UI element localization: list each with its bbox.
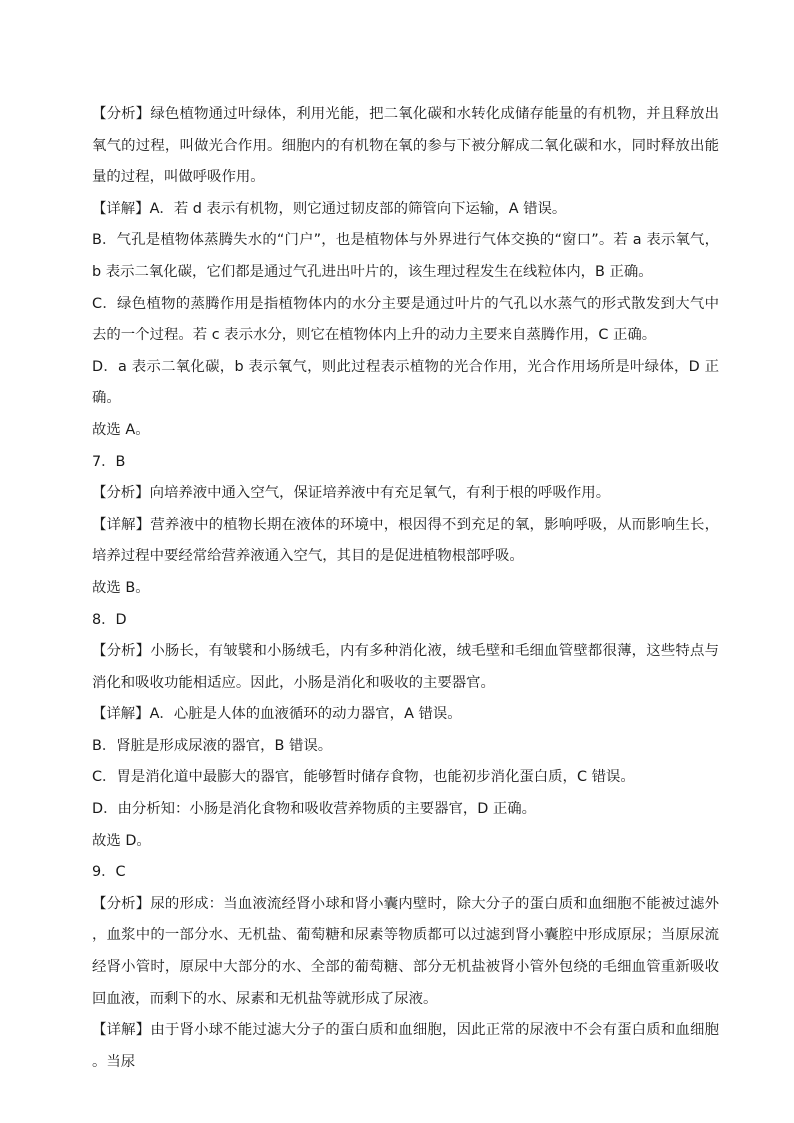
- paragraph-option-c: [92, 289, 719, 352]
- analysis-tag: 【分析】: [92, 106, 151, 122]
- paragraph-text: 绿色植物通过叶绿体，利用光能，把二氧化碳和水转化成储存能量的有机物，并且释放出氧气的过程，叫做光合作用。细胞内的有机物在氧的参与下被分解成二氧化碳和水，同时释放出能量的过程，叫做呼吸作用。: [92, 106, 719, 186]
- analysis-tag: 【分析】: [92, 485, 150, 502]
- paragraph-text: C．绿色植物的蒸腾作用是指植物体内的水分主要是通过叶片的气孔以水蒸气的形式散发到大气中去的一个过程。若 c 表示水分，则它在植物体内上升的动力主要来自蒸腾作用，C 正确。: [92, 295, 719, 344]
- analysis-tag: 【分析】: [92, 895, 151, 912]
- paragraph-text: A．若 d 表示有机物，则它通过韧皮部的筛管向下运输，A 错误。: [149, 200, 567, 217]
- detail-tag: 【详解】: [92, 516, 151, 533]
- paragraph-detail: [92, 699, 719, 731]
- paragraph-text: C．胃是消化道中最膨大的器官，能够暂时储存食物，也能初步消化蛋白质，C 错误。: [92, 769, 635, 786]
- paragraph-option-c: [92, 762, 719, 794]
- paragraph-text: D．a 表示二氧化碳，b 表示氧气，则此过程表示植物的光合作用，光合作用场所是叶绿体，D 正确。: [92, 358, 719, 407]
- paragraph-text: 向培养液中通入空气，保证培养液中有充足氧气，有利于根的呼吸作用。: [149, 485, 611, 502]
- paragraph-text: 尿的形成：当血液流经肾小球和肾小囊内壁时，除大分子的蛋白质和血细胞不能被过滤外，血浆中的一部分水、无机盐、葡萄糖和尿素等物质都可以过滤到肾小囊腔中形成原尿；当原尿流经肾小管时，原尿中大部分的水、全部的葡萄糖、部分无机盐被肾小管外包绕的毛细血管重新吸收回血液，而剩下的水、尿素和无机盐等就形成了尿液。: [92, 895, 719, 1007]
- paragraph-conclusion: [92, 826, 719, 858]
- detail-tag: 【详解】: [92, 706, 150, 723]
- answer-text: 8．D: [92, 611, 127, 628]
- paragraph-option-b: [92, 225, 719, 288]
- paragraph-text: 故选 B。: [92, 579, 150, 596]
- paragraph-option-b: [92, 731, 719, 763]
- analysis-tag: 【分析】: [92, 643, 151, 660]
- paragraph-text: 由于肾小球不能过滤大分子的蛋白质和血细胞，因此正常的尿液中不会有蛋白质和血细胞。当尿: [92, 1022, 719, 1070]
- paragraph-text: B．肾脏是形成尿液的器官，B 错误。: [92, 737, 333, 754]
- paragraph-conclusion: [92, 415, 719, 447]
- paragraph-option-d: [92, 794, 719, 826]
- paragraph-text: 营养液中的植物长期在液体的环境中，根因得不到充足的氧，影响呼吸，从而影响生长，培养过程中要经常给营养液通入空气，其目的是促进植物根部呼吸。: [92, 516, 719, 565]
- question-answer-9: [92, 857, 719, 889]
- paragraph-text: A．心脏是人体的血液循环的动力器官，A 错误。: [149, 706, 462, 723]
- paragraph-analysis: [92, 636, 719, 699]
- detail-tag: 【详解】: [92, 200, 150, 217]
- paragraph-analysis: [92, 99, 719, 194]
- answer-text: 9．C: [92, 864, 126, 881]
- question-answer-7: [92, 447, 719, 479]
- paragraph-conclusion: [92, 573, 719, 605]
- paragraph-text: B．气孔是植物体蒸腾失水的“门户”，也是植物体与外界进行气体交换的“窗口”。若 a 表示氧气，b 表示二氧化碳，它们都是通过气孔进出叶片的，该生理过程发生在线粒体内，B 正确。: [92, 232, 719, 280]
- paragraph-text: D．由分析知：小肠是消化食物和吸收营养物质的主要器官，D 正确。: [92, 801, 537, 818]
- paragraph-detail: [92, 1015, 719, 1078]
- paragraph-text: 小肠长，有皱襞和小肠绒毛，内有多种消化液，绒毛壁和毛细血管壁都很薄，这些特点与消化和吸收功能相适应。因此，小肠是消化和吸收的主要器官。: [92, 643, 719, 691]
- paragraph-detail: [92, 510, 719, 573]
- paragraph-text: 故选 D。: [92, 832, 151, 849]
- paragraph-text: 故选 A。: [92, 421, 150, 438]
- question-answer-8: [92, 605, 719, 637]
- answer-explanations: [92, 99, 719, 1078]
- paragraph-option-d: [92, 352, 719, 415]
- paragraph-detail: [92, 194, 719, 226]
- paragraph-analysis: [92, 478, 719, 510]
- answer-text: 7．B: [92, 453, 126, 470]
- detail-tag: 【详解】: [92, 1022, 151, 1039]
- paragraph-analysis: [92, 889, 719, 1015]
